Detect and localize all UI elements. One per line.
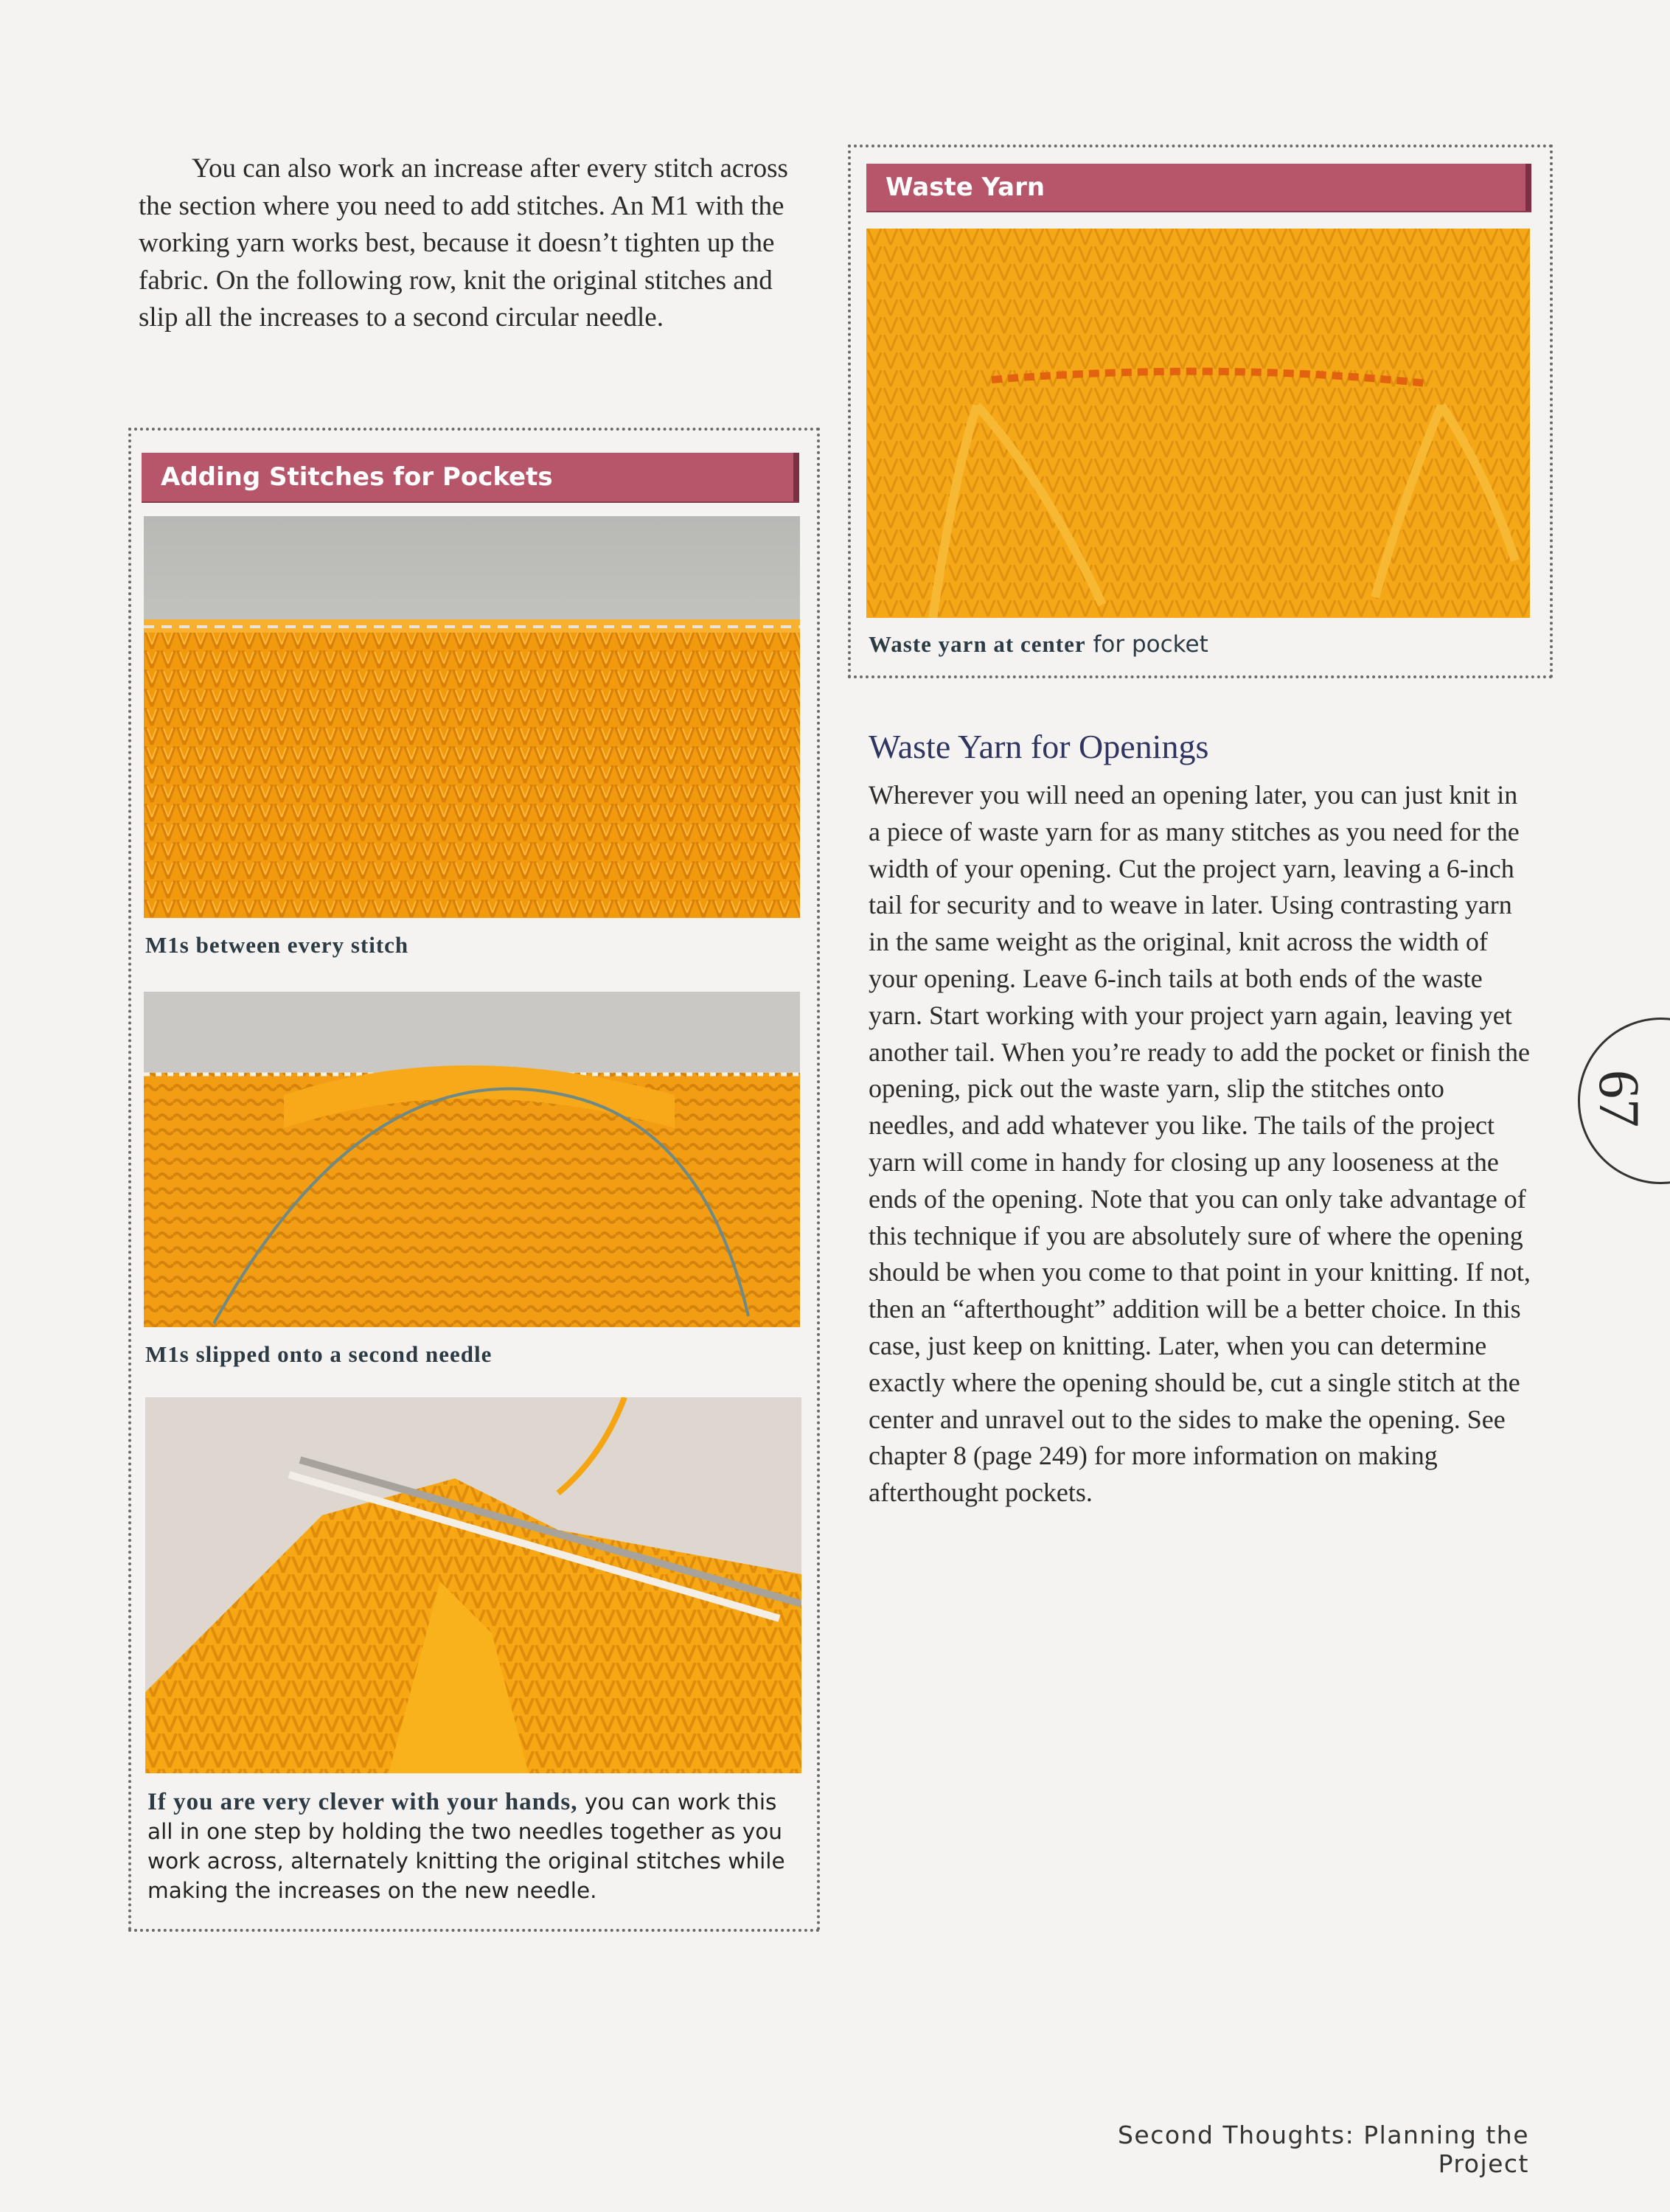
waste-yarn-sidebar-title: Waste Yarn (866, 164, 1531, 211)
page-number: 67 (1587, 1070, 1652, 1127)
intro-paragraph: You can also work an increase after every stitch across the section where you need to add stitches. An M1 with the working yarn works best, because it doesn’t tighten up the fabric. On the following row, knit the original stitches and slip all the increases to a second circular needle. (139, 153, 788, 333)
photo1-caption: M1s between every stitch (145, 932, 409, 958)
photo3-caption: If you are very clever with your hands, you can work this all in one step by holding the two needles together as you work across, alternately knitting the original stitches while making the increases on the new needle. (147, 1789, 785, 1903)
pockets-sidebar-title: Adding Stitches for Pockets (142, 453, 799, 501)
section-heading: Waste Yarn for Openings (869, 728, 1209, 765)
m1s-second-needle-photo (144, 992, 800, 1327)
waste-yarn-caption: Waste yarn at center for pocket (869, 631, 1208, 658)
waste-yarn-photo (866, 229, 1530, 618)
photo2-caption: M1s slipped onto a second needle (145, 1341, 493, 1367)
m1s-between-stitches-photo (144, 516, 800, 918)
two-needles-together-photo (145, 1397, 801, 1773)
running-footer: Second Thoughts: Planning the Project (1117, 2121, 1529, 2178)
section-body: Wherever you will need an opening later, you can just knit in a piece of waste yarn for as many stitches as you need for the width of your opening. Cut the project yarn, leaving a 6-inch tail for security and to weave in later. Using contrasting yarn in the same weight as the original, knit across the width of your opening. Leave 6-inch tails at both ends of the waste yarn. Start working with your project yarn again, leaving yet another tail. When you’re ready to add the pocket or finish the opening, pick out the waste yarn, slip the stitches onto needles, and add whatever you like. The tails of the project yarn will come in handy for closing up any looseness at the ends of the opening. Note that you can only take advantage of this technique if you are absolutely sure of where the opening should be when you come to that point in your knitting. If not, then an “afterthought” addition will be a better choice. In this case, just keep on knitting. Later, when you can determine exactly where the opening should be, cut a single stitch at the center and unravel out to the sides to make the opening. See chapter 8 (page 249) for more information on making afterthought pockets. (869, 780, 1531, 1508)
